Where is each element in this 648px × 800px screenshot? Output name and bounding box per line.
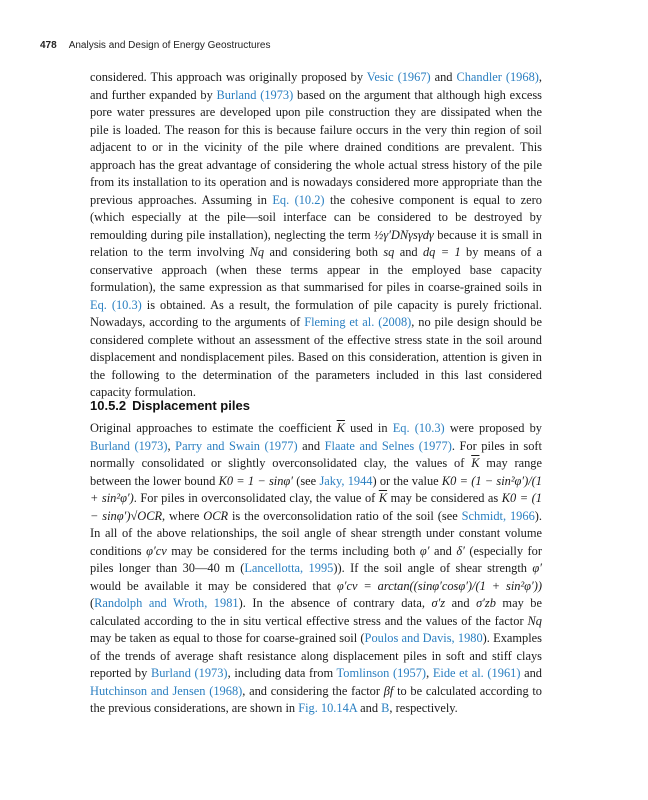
text: ). In all of the above relationships, the soil angle of shear strength under constant volume conditions bbox=[90, 508, 543, 558]
running-header bbox=[40, 40, 270, 51]
text: may be calculated according to the in situ vertical effective stress and the values of the factor bbox=[90, 596, 542, 628]
math-inline: σ′zb bbox=[476, 596, 496, 610]
math-inline: sq bbox=[383, 245, 395, 259]
running-title: Analysis and Design of Energy Geostructures bbox=[68, 40, 271, 51]
text: the cohesive component is equal to zero (which especially at the pile—soil interface can be considered to be destroyed by remoulding during pile installation), neglecting the term bbox=[90, 192, 543, 242]
citation-link[interactable]: Randolph and Wroth, 1981 bbox=[94, 596, 239, 610]
page-number: 478 bbox=[40, 40, 57, 51]
math-inline: βf bbox=[383, 683, 394, 698]
text: and bbox=[430, 70, 457, 84]
math-inline: $\overline{K}$ bbox=[378, 491, 388, 505]
text: and bbox=[297, 438, 325, 453]
text: would be available it may be considered that bbox=[90, 578, 337, 593]
equation-link[interactable]: Eq. (10.2) bbox=[272, 192, 325, 207]
text: may range between the lower bound bbox=[90, 456, 542, 488]
section-title: Displacement piles bbox=[132, 398, 250, 413]
figure-link[interactable]: B bbox=[381, 701, 390, 715]
text: ) or the value bbox=[372, 473, 442, 488]
text: and bbox=[357, 701, 382, 715]
text: . For piles in soft normally consolidated or slightly overconsolidated clay, the values of bbox=[90, 438, 542, 470]
math-inline: σ′z bbox=[431, 596, 446, 610]
citation-link[interactable]: Chandler (1968) bbox=[456, 70, 539, 84]
equation-link[interactable]: Eq. (10.3) bbox=[90, 297, 142, 312]
math-inline: Nq bbox=[249, 245, 265, 259]
figure-link[interactable]: Fig. 10.14A bbox=[298, 701, 358, 715]
text: (see bbox=[292, 473, 320, 488]
section-number: 10.5.2 bbox=[90, 398, 127, 413]
citation-link[interactable]: Burland (1973) bbox=[216, 87, 294, 102]
text: and bbox=[429, 543, 457, 558]
text: by means of a conservative approach (when these terms appear in the employed base capacity formulation), the same expression as that summarised for piles in coarse-grained soils in bbox=[90, 245, 542, 294]
citation-link[interactable]: Eide et al. (1961) bbox=[432, 666, 521, 680]
text: . For piles in overconsolidated clay, the value of bbox=[133, 491, 379, 505]
text: based on the argument that although high excess pore water pressures are developed upon pile construction they are dissipated when the pile is loaded. The reason for this is because failure occurs in the very thin region of soil adjacent to or in the vicinity of the pile where drained conditions are prevalent. This approach has the great advantage of considering the whole actual stress history of the pile from its installation to its operation and is nowadays considered more appropriate than the previous approaches. Assuming in bbox=[90, 87, 542, 207]
paragraph bbox=[90, 420, 542, 718]
citation-link[interactable]: Poulos and Davis, 1980 bbox=[364, 631, 483, 645]
math-inline: K0 = (1 − sinφ′)√OCR bbox=[90, 491, 542, 523]
text: Original approaches to estimate the coefficient bbox=[90, 421, 337, 435]
citation-link[interactable]: Hutchinson and Jensen (1968) bbox=[90, 683, 243, 698]
text: and bbox=[394, 245, 423, 259]
text: , including data from bbox=[227, 666, 337, 680]
text: may be taken as equal to those for coarse-grained soil ( bbox=[90, 631, 365, 645]
math-inline: ½γ′DNγsγdγ bbox=[374, 227, 434, 242]
math-inline: Nq bbox=[527, 613, 542, 628]
math-inline: $\overline{K}$ bbox=[471, 456, 480, 470]
text: and considering both bbox=[264, 245, 384, 259]
math-inline: $\overline{K}$ bbox=[336, 421, 345, 435]
math-inline: φ′ bbox=[419, 543, 430, 558]
citation-link[interactable]: Flaate and Selnes (1977) bbox=[324, 438, 452, 453]
text: is the overconsolidation ratio of the soil (see bbox=[228, 508, 462, 523]
citation-link[interactable]: Lancellotta, 1995 bbox=[244, 561, 334, 575]
citation-link[interactable]: Burland (1973) bbox=[90, 438, 168, 453]
text: is obtained. As a result, the formulation of pile capacity is purely frictional. Nowadays, according to the arguments of bbox=[90, 297, 542, 329]
math-inline: K0 = (1 − sin²φ′)/(1 + sin²φ′) bbox=[90, 473, 543, 505]
text: considered. This approach was originally proposed by bbox=[90, 70, 367, 84]
section-heading bbox=[90, 398, 250, 413]
text: , and further expanded by bbox=[90, 70, 542, 102]
math-inline: φ′ bbox=[532, 561, 542, 575]
text: , bbox=[426, 666, 433, 680]
text: , where bbox=[162, 508, 204, 523]
citation-link[interactable]: Vesic (1967) bbox=[366, 70, 431, 84]
text: and bbox=[520, 666, 543, 680]
text: , no pile design should be considered complete without an assessment of the effective stress state in the soil around displacement and nondisplacement piles. Based on this consideration, attention is given in the following to the determination of the parameters included in this last considered capacity formulation. bbox=[90, 315, 542, 399]
text: ). Examples of the trends of average shaft resistance along displacement piles in soft and stiff clays reported by bbox=[90, 631, 542, 680]
text: were proposed by bbox=[444, 421, 542, 435]
text: , respectively. bbox=[389, 701, 458, 715]
citation-link[interactable]: Tomlinson (1957) bbox=[336, 666, 427, 680]
math-inline: φ′cv bbox=[146, 543, 167, 558]
math-inline: dq = 1 bbox=[422, 245, 461, 259]
text: )). If the soil angle of shear strength bbox=[333, 561, 533, 575]
paragraph-continued bbox=[90, 69, 542, 402]
text: ). In the absence of contrary data, bbox=[238, 596, 432, 610]
text: and bbox=[445, 596, 477, 610]
citation-link[interactable]: Burland (1973) bbox=[150, 666, 228, 680]
citation-link[interactable]: Fleming et al. (2008) bbox=[304, 315, 412, 329]
equation-link[interactable]: Eq. (10.3) bbox=[392, 421, 445, 435]
citation-link[interactable]: Schmidt, 1966 bbox=[461, 508, 535, 523]
text: , bbox=[167, 438, 176, 453]
math-inline: OCR bbox=[203, 508, 229, 523]
math-inline: δ′ bbox=[456, 543, 465, 558]
text: may be considered for the terms including both bbox=[166, 543, 420, 558]
text: because it is small in relation to the term involving bbox=[90, 227, 542, 259]
citation-link[interactable]: Parry and Swain (1977) bbox=[175, 438, 298, 453]
text: , and considering the factor bbox=[242, 683, 384, 698]
text: to be calculated according to the previous considerations, are shown in bbox=[90, 683, 542, 715]
math-inline: φ′cv = arctan((sinφ′cosφ′)/(1 + sin²φ′)) bbox=[336, 578, 542, 593]
math-inline: K0 = 1 − sinφ′ bbox=[218, 473, 293, 488]
text: ( bbox=[90, 596, 95, 610]
citation-link[interactable]: Jaky, 1944 bbox=[319, 473, 373, 488]
text: may be considered as bbox=[387, 491, 502, 505]
text: used in bbox=[344, 421, 393, 435]
text: (especially for piles longer than 30—40 m ( bbox=[90, 543, 542, 575]
